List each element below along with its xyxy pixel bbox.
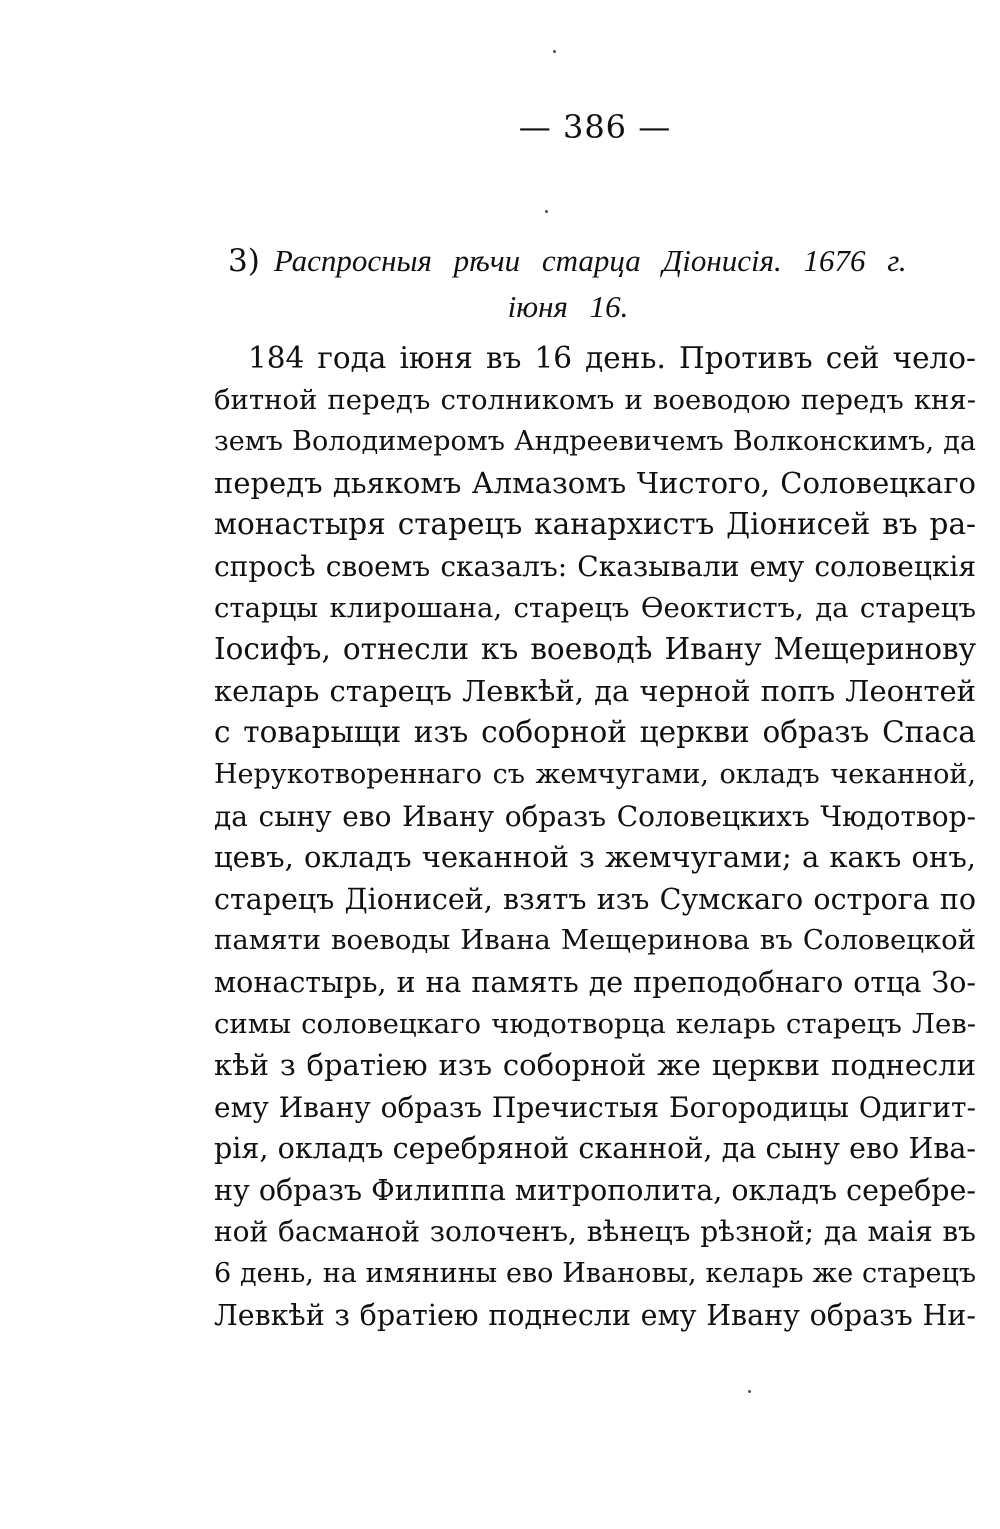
body-line: спросѣ своемъ сказалъ: Сказывали ему соловецкія [214,549,976,583]
scan-speck [748,1390,751,1393]
body-line: ну образъ Филиппа митрополита, окладъ серебре- [214,1173,976,1207]
section-title-line-1: Распросныя рѣчи старца Діонисія. 1676 г. [273,243,907,278]
body-line: ему Ивану образъ Пречистыя Богородицы Одигит- [214,1090,976,1124]
body-line: с товарыщи изъ соборной церкви образъ Спаса [214,715,976,750]
section-number: 3) [228,243,260,279]
body-line: памяти воеводы Ивана Мещеринова въ Соловецкой [214,924,976,957]
scan-speck [545,210,548,213]
body-line: монастырь, и на память де преподобнаго отца Зо- [214,965,976,999]
body-line: монастыря старецъ канархистъ Діонисей въ ра- [214,507,976,542]
body-line: келарь старецъ Левкѣй, да черной попъ Леонтей [214,673,976,708]
body-line: кѣй з братіею изъ соборной же церкви поднесли [214,1048,976,1083]
body-line: да сыну ево Ивану образъ Соловецкихъ Чюдотвор- [214,799,976,833]
body-line: Левкѣй з братіею поднесли ему Ивану образъ Ни- [214,1298,976,1332]
body-line: старцы клирошана, старецъ Ѳеоктистъ, да старецъ [214,591,976,624]
body-line: 184 года іюня въ 16 день. Противъ сей чело- [248,341,976,375]
body-line: земъ Володимеромъ Андреевичемъ Волконскимъ, да [214,426,976,458]
body-line: 6 день, на имянины ево Ивановы, келарь же старецъ [214,1258,976,1290]
body-text [214,338,976,1336]
body-line: ной басманой золоченъ, вѣнецъ рѣзной; да маія въ [214,1215,976,1249]
page-number: — 386 — [518,108,672,146]
section-title-line-2: іюня 16. [507,289,629,324]
scan-speck [553,50,556,53]
body-line: старецъ Діонисей, взятъ изъ Сумскаго острога по [214,882,976,916]
section-heading [228,238,968,330]
body-line: рія, окладъ серебряной сканной, да сыну ево Ива- [214,1132,976,1166]
body-line: битной передъ столникомъ и воеводою передъ кня- [214,383,976,416]
body-line: Нерукотвореннаго съ жемчугами, окладъ чеканной, [214,758,976,790]
body-line: передъ дьякомъ Алмазомъ Чистого, Соловецкаго [214,465,976,500]
body-line: симы соловецкаго чюдотворца келарь старецъ Лев- [214,1007,976,1040]
body-line: Іосифъ, отнесли къ воеводѣ Ивану Мещеринову [214,632,976,667]
body-line: цевъ, окладъ чеканной з жемчугами; а какъ онъ, [214,840,976,875]
